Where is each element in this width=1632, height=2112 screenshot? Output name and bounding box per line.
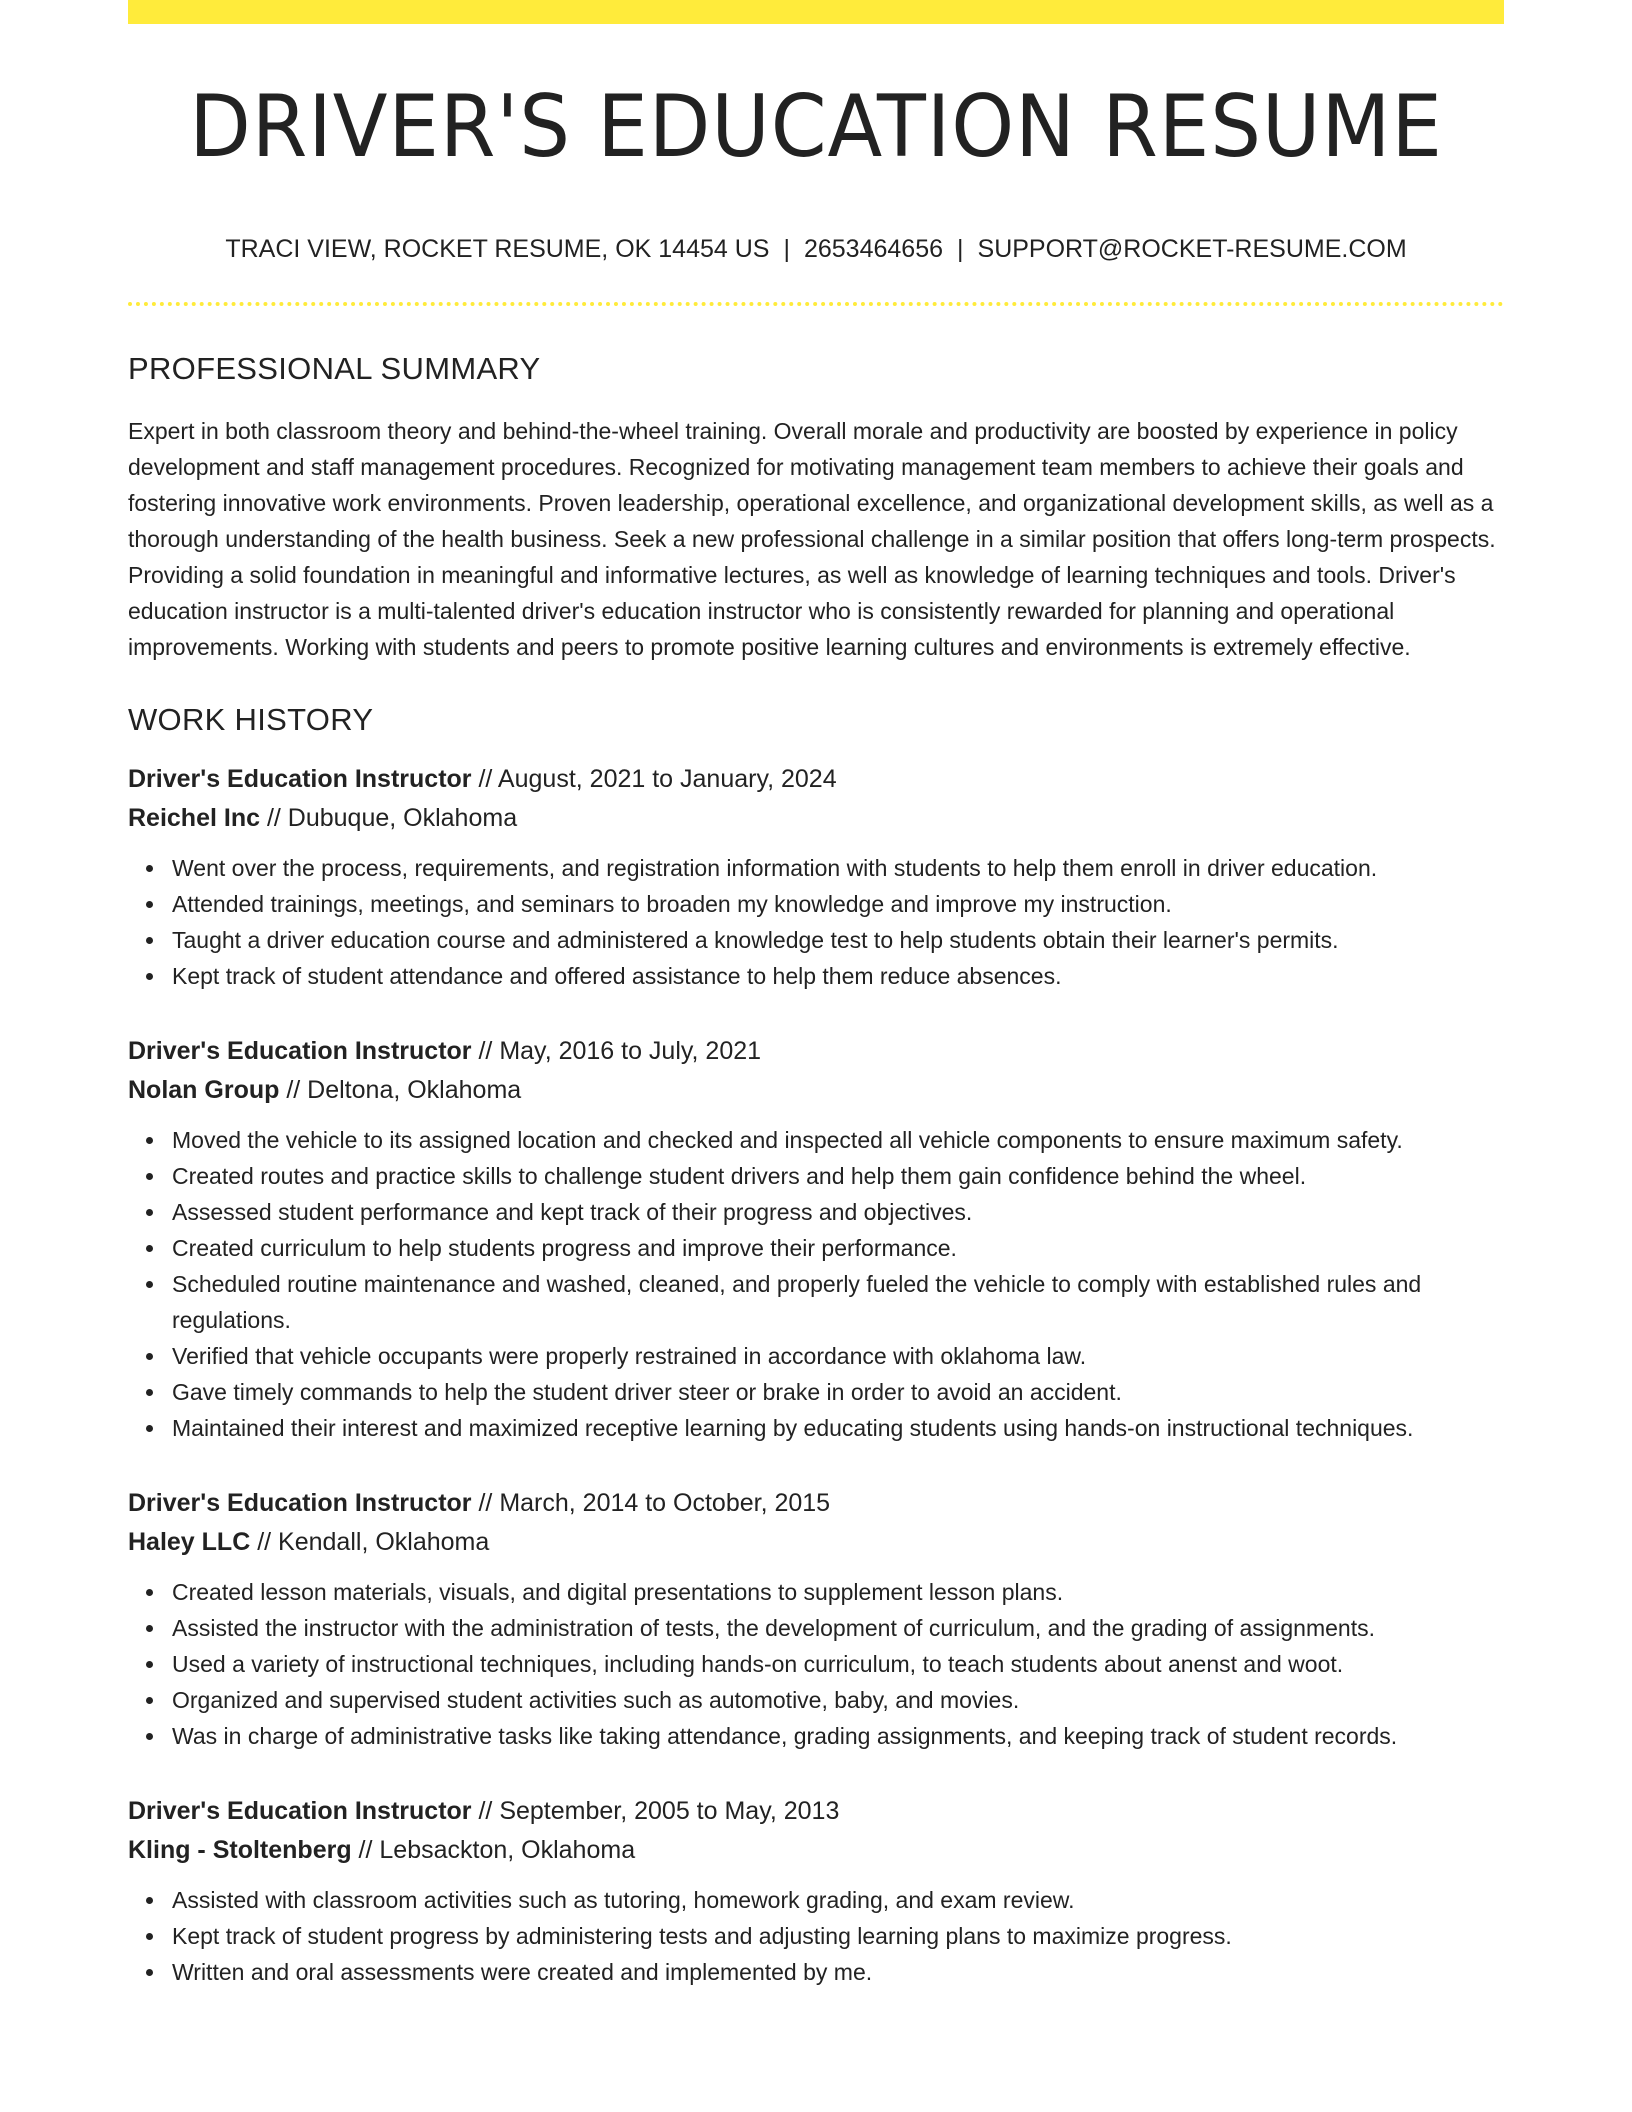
job-bullet: Kept track of student progress by administering tests and adjusting learning plans to maximize progress. — [172, 1918, 1504, 1954]
job-company: Reichel Inc — [128, 804, 260, 833]
summary-text: Expert in both classroom theory and behind-the-wheel training. Overall morale and productivity are boosted by experience in policy development and staff management procedures. Recognized for motivating management team members to achieve their goals and fostering innovative work environments. Proven leadership, operational excellence, and organizational development skills, as well as a thorough understanding of the health business. Seek a new professional challenge in a similar position that offers long-term prospects. Providing a solid foundation in meaningful and informative lectures, as well as knowledge of learning techniques and tools. Driver's education instructor is a multi-talented driver's education instructor who is consistently rewarded for planning and operational improvements. Working with students and peers to promote positive learning cultures and environments is extremely effective. — [128, 418, 1496, 661]
contact-phone: 2653464656 — [803, 235, 944, 263]
job-title: Driver's Education Instructor — [128, 765, 472, 794]
job-bullet: Created lesson materials, visuals, and digital presentations to supplement lesson plans. — [172, 1574, 1504, 1610]
job-bullet-list — [128, 1122, 1504, 1446]
job-title-line — [128, 1484, 1504, 1523]
job-company-line — [128, 1523, 1504, 1562]
job-bullet: Written and oral assessments were created and implemented by me. — [172, 1954, 1504, 1990]
job-bullet-list — [128, 850, 1504, 994]
job-dates: // August, 2021 to January, 2024 — [471, 765, 837, 794]
job-title-line — [128, 1032, 1504, 1071]
job-title: Driver's Education Instructor — [128, 1037, 472, 1066]
top-accent-bar — [128, 0, 1504, 24]
contact-line — [128, 234, 1504, 264]
job-entry — [128, 1484, 1504, 1754]
job-bullet: Assisted with classroom activities such as tutoring, homework grading, and exam review. — [172, 1882, 1504, 1918]
job-dates: // March, 2014 to October, 2015 — [471, 1489, 831, 1518]
job-location: // Deltona, Oklahoma — [279, 1076, 522, 1105]
job-location: // Lebsackton, Oklahoma — [351, 1836, 636, 1865]
job-bullet: Created curriculum to help students progress and improve their performance. — [172, 1230, 1504, 1266]
job-company-line — [128, 1071, 1504, 1110]
job-dates: // September, 2005 to May, 2013 — [471, 1797, 840, 1826]
job-bullet: Used a variety of instructional techniques, including hands-on curriculum, to teach students about anenst and woot. — [172, 1646, 1504, 1682]
job-bullet-list — [128, 1574, 1504, 1754]
contact-address: TRACI VIEW, ROCKET RESUME, OK 14454 US — [225, 235, 770, 263]
work-history-heading: WORK HISTORY — [128, 702, 374, 738]
job-company: Nolan Group — [128, 1076, 280, 1105]
job-bullet: Verified that vehicle occupants were properly restrained in accordance with oklahoma law. — [172, 1338, 1504, 1374]
job-company: Haley LLC — [128, 1528, 251, 1557]
job-company-line — [128, 1831, 1504, 1870]
job-bullet-list — [128, 1882, 1504, 1990]
job-bullet: Created routes and practice skills to challenge student drivers and help them gain confidence behind the wheel. — [172, 1158, 1504, 1194]
job-location: // Kendall, Oklahoma — [250, 1528, 490, 1557]
job-company: Kling - Stoltenberg — [128, 1836, 352, 1865]
contact-separator: | — [957, 235, 964, 263]
summary-heading: PROFESSIONAL SUMMARY — [128, 351, 541, 386]
job-entry — [128, 760, 1504, 994]
job-bullet: Attended trainings, meetings, and seminars to broaden my knowledge and improve my instruction. — [172, 886, 1504, 922]
resume-page — [128, 0, 1504, 2112]
job-bullet: Taught a driver education course and administered a knowledge test to help students obtain their learner's permits. — [172, 922, 1504, 958]
contact-separator: | — [783, 235, 790, 263]
job-bullet: Maintained their interest and maximized receptive learning by educating students using hands-on instructional techniques. — [172, 1410, 1504, 1446]
job-title-line — [128, 760, 1504, 799]
job-title: Driver's Education Instructor — [128, 1489, 472, 1518]
job-dates: // May, 2016 to July, 2021 — [471, 1037, 762, 1066]
job-bullet: Kept track of student attendance and offered assistance to help them reduce absences. — [172, 958, 1504, 994]
job-title-line — [128, 1792, 1504, 1831]
job-bullet: Scheduled routine maintenance and washed, cleaned, and properly fueled the vehicle to comply with established rules and regulations. — [172, 1266, 1504, 1338]
job-location: // Dubuque, Oklahoma — [260, 804, 518, 833]
job-entry — [128, 1792, 1504, 1990]
job-bullet: Assisted the instructor with the administration of tests, the development of curriculum, and the grading of assignments. — [172, 1610, 1504, 1646]
document-title: DRIVER'S EDUCATION RESUME — [189, 77, 1443, 177]
job-bullet: Moved the vehicle to its assigned location and checked and inspected all vehicle components to ensure maximum safety. — [172, 1122, 1504, 1158]
job-bullet: Went over the process, requirements, and registration information with students to help them enroll in driver education. — [172, 850, 1504, 886]
job-bullet: Assessed student performance and kept track of their progress and objectives. — [172, 1194, 1504, 1230]
job-bullet: Gave timely commands to help the student driver steer or brake in order to avoid an accident. — [172, 1374, 1504, 1410]
dotted-divider — [128, 302, 1504, 306]
job-title: Driver's Education Instructor — [128, 1797, 472, 1826]
contact-email: SUPPORT@ROCKET-RESUME.COM — [977, 235, 1407, 263]
job-entry — [128, 1032, 1504, 1446]
job-bullet: Was in charge of administrative tasks like taking attendance, grading assignments, and keeping track of student records. — [172, 1718, 1504, 1754]
job-company-line — [128, 799, 1504, 838]
job-bullet: Organized and supervised student activities such as automotive, baby, and movies. — [172, 1682, 1504, 1718]
